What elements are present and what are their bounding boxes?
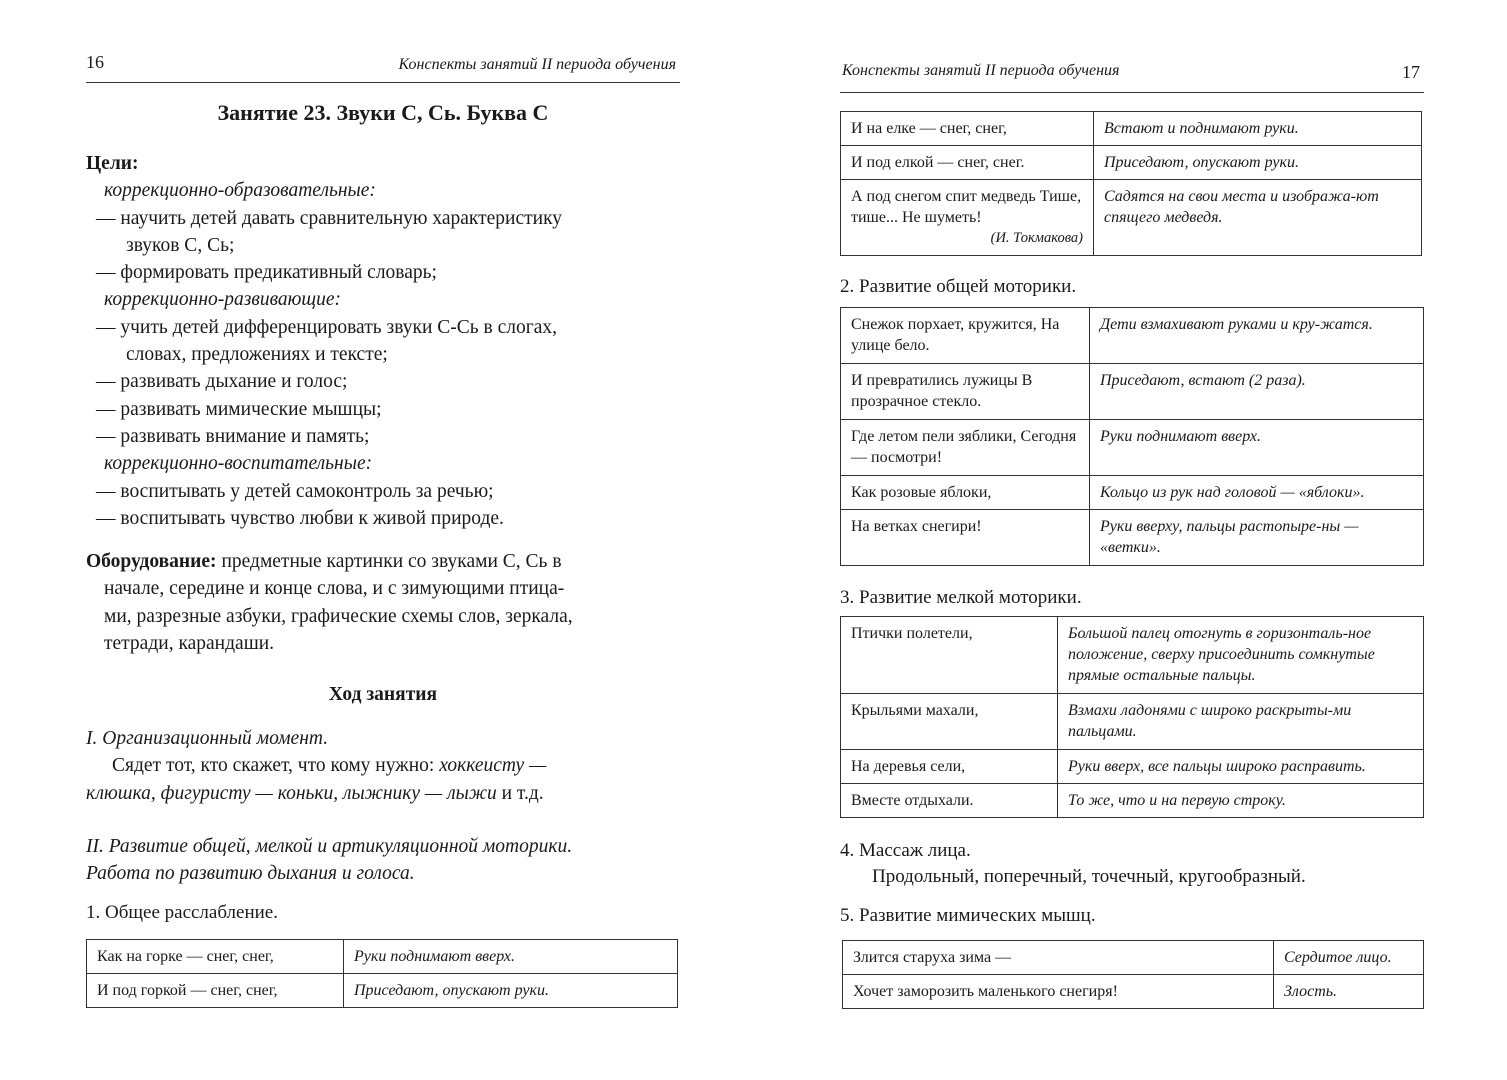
table-cell-text: Крыльями махали, bbox=[841, 694, 1058, 750]
section-2-line: II. Развитие общей, мелкой и артикуляционной моторики. bbox=[86, 836, 573, 857]
table-cell-action: Руки вверх, все пальцы широко расправить. bbox=[1058, 750, 1424, 784]
table-cell-text: Хочет заморозить маленького снегиря! bbox=[843, 975, 1274, 1009]
table-facial-muscles bbox=[842, 940, 1424, 1009]
goal-line: — воспитывать чувство любви к живой природе. bbox=[96, 507, 504, 529]
equipment-line: ми, разрезные азбуки, графические схемы слов, зеркала, bbox=[104, 605, 573, 627]
table-row bbox=[841, 750, 1424, 784]
poem-lines: А под снегом спит медведь Тише, тише... Не шуметь! bbox=[851, 188, 1082, 226]
table-row bbox=[841, 784, 1424, 818]
table-cell-action: Дети взмахивают руками и кру-жатся. bbox=[1090, 308, 1424, 364]
equipment-block bbox=[86, 548, 680, 657]
goal-line: — научить детей давать сравнительную характеристику bbox=[96, 207, 563, 229]
table-cell-action: Приседают, встают (2 раза). bbox=[1090, 364, 1424, 420]
table-cell-text: Снежок порхает, кружится, На улице бело. bbox=[841, 308, 1090, 364]
table-cell-action: Руки поднимают вверх. bbox=[1090, 420, 1424, 476]
left-page-header bbox=[86, 50, 680, 83]
goal-line: — учить детей дифференцировать звуки С-Сь в слогах, bbox=[96, 316, 558, 338]
poem-author: (И. Токмакова) bbox=[990, 230, 1083, 246]
item-1-heading: 1. Общее расслабление. bbox=[86, 902, 278, 923]
table-cell-text: И под елкой — снег, снег. bbox=[841, 146, 1094, 180]
table-cell-text: Как розовые яблоки, bbox=[841, 476, 1090, 510]
table-row bbox=[841, 112, 1422, 146]
table-cell-action: Злость. bbox=[1274, 975, 1424, 1009]
table-row bbox=[87, 974, 678, 1008]
table-poem-continued bbox=[840, 111, 1422, 256]
item-4-text: Продольный, поперечный, точечный, кругообразный. bbox=[872, 866, 1306, 887]
table-cell-action: Кольцо из рук над головой — «яблоки». bbox=[1090, 476, 1424, 510]
goal-line: коррекционно-образовательные: bbox=[104, 180, 376, 202]
item-5-heading: 5. Развитие мимических мышц. bbox=[840, 905, 1096, 926]
right-page bbox=[840, 0, 1424, 1080]
table-cell-text: На ветках снегири! bbox=[841, 510, 1090, 566]
table-cell-text bbox=[841, 180, 1094, 256]
goals-block bbox=[86, 150, 680, 532]
table-cell-action: Встают и поднимают руки. bbox=[1094, 112, 1422, 146]
table-gross-motor bbox=[840, 307, 1424, 566]
table-cell-text: И на елке — снег, снег, bbox=[841, 112, 1094, 146]
goal-line: коррекционно-развивающие: bbox=[104, 289, 342, 311]
table-cell-action: Взмахи ладонями с широко раскрыты-ми пальцами. bbox=[1058, 694, 1424, 750]
goal-line: — развивать дыхание и голос; bbox=[96, 371, 348, 393]
item-2-heading: 2. Развитие общей моторики. bbox=[840, 276, 1077, 297]
table-cell-text: Как на горке — снег, снег, bbox=[87, 940, 344, 974]
table-cell-action: Сердитое лицо. bbox=[1274, 941, 1424, 975]
table-row bbox=[843, 941, 1424, 975]
goal-line: — формировать предикативный словарь; bbox=[96, 262, 437, 284]
table-row bbox=[841, 476, 1424, 510]
table-fine-motor bbox=[840, 616, 1424, 818]
table-row bbox=[841, 146, 1422, 180]
section-1-text: Сядет тот, кто скажет, что кому нужно: bbox=[112, 755, 440, 777]
goal-line: — развивать внимание и память; bbox=[96, 425, 370, 447]
table-relaxation bbox=[86, 939, 678, 1008]
goals-label: Цели: bbox=[86, 153, 139, 174]
table-cell-text: Птички полетели, bbox=[841, 617, 1058, 694]
table-row bbox=[841, 180, 1422, 256]
section-1-text: и т.д. bbox=[496, 782, 544, 804]
section-2-heading bbox=[86, 833, 680, 888]
table-row bbox=[841, 308, 1424, 364]
table-cell-text: Злится старуха зима — bbox=[843, 941, 1274, 975]
item-4-heading: 4. Массаж лица. bbox=[840, 840, 971, 861]
table-cell-action: Большой палец отогнуть в горизонталь-ное положение, сверху присоединить сомкнутые прямые остальные пальцы. bbox=[1058, 617, 1424, 694]
equipment-line: начале, середине и конце слова, и с зимующими птица- bbox=[104, 578, 565, 600]
item-4-block bbox=[840, 838, 1306, 890]
section-1-text-italic: хоккеисту — bbox=[439, 755, 547, 777]
section-1 bbox=[86, 725, 680, 807]
goal-line: словах, предложениях и тексте; bbox=[126, 344, 388, 366]
equipment-line: предметные картинки со звуками С, Сь в bbox=[221, 551, 562, 572]
table-cell-action: То же, что и на первую строку. bbox=[1058, 784, 1424, 818]
table-row bbox=[841, 617, 1424, 694]
table-cell-action: Приседают, опускают руки. bbox=[344, 974, 678, 1008]
goal-line: звуков С, Сь; bbox=[126, 234, 235, 256]
section-1-heading: I. Организационный момент. bbox=[86, 728, 329, 749]
running-head-left: Конспекты занятий II периода обучения bbox=[398, 56, 676, 73]
left-page bbox=[86, 0, 680, 1080]
equipment-label: Оборудование: bbox=[86, 551, 217, 572]
item-3-heading: 3. Развитие мелкой моторики. bbox=[840, 587, 1082, 608]
table-cell-text: Где летом пели зяблики, Сегодня — посмотри! bbox=[841, 420, 1090, 476]
lesson-title: Занятие 23. Звуки С, Сь. Буква С bbox=[217, 100, 549, 125]
table-row bbox=[841, 510, 1424, 566]
page-number-right: 17 bbox=[1402, 62, 1420, 82]
right-page-header bbox=[840, 60, 1424, 93]
table-cell-action: Садятся на свои места и изобража-ют спящего медведя. bbox=[1094, 180, 1422, 256]
table-row bbox=[841, 694, 1424, 750]
table-cell-text: И превратились лужицы В прозрачное стекло. bbox=[841, 364, 1090, 420]
table-cell-text: И под горкой — снег, снег, bbox=[87, 974, 344, 1008]
section-1-text-italic: клюшка, фигуристу — коньки, лыжнику — лыжи bbox=[86, 782, 497, 804]
course-heading: Ход занятия bbox=[328, 684, 438, 705]
table-row bbox=[843, 975, 1424, 1009]
table-row bbox=[841, 420, 1424, 476]
table-cell-text: На деревья сели, bbox=[841, 750, 1058, 784]
table-cell-action: Руки вверху, пальцы растопыре-ны — «ветки». bbox=[1090, 510, 1424, 566]
page-number-left: 16 bbox=[86, 52, 104, 72]
table-row bbox=[87, 940, 678, 974]
goal-line: — воспитывать у детей самоконтроль за речью; bbox=[96, 480, 494, 502]
equipment-line: тетради, карандаши. bbox=[104, 632, 275, 654]
table-cell-action: Руки поднимают вверх. bbox=[344, 940, 678, 974]
table-cell-text: Вместе отдыхали. bbox=[841, 784, 1058, 818]
table-cell-action: Приседают, опускают руки. bbox=[1094, 146, 1422, 180]
goal-line: — развивать мимические мышцы; bbox=[96, 398, 382, 420]
goal-line: коррекционно-воспитательные: bbox=[104, 453, 373, 475]
section-2-line: Работа по развитию дыхания и голоса. bbox=[86, 863, 415, 885]
table-row bbox=[841, 364, 1424, 420]
running-head-right: Конспекты занятий II периода обучения bbox=[842, 62, 1120, 79]
